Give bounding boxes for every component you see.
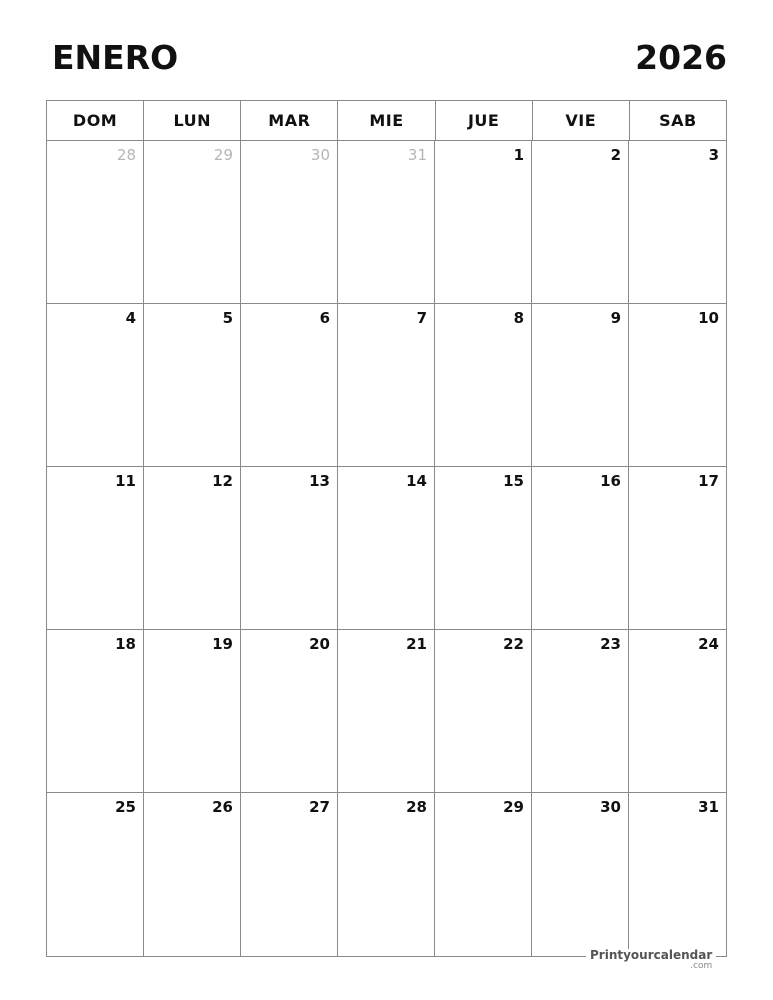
day-number: 12: [212, 472, 233, 490]
day-grid: [47, 141, 726, 956]
day-number: 16: [600, 472, 621, 490]
day-number: 1: [513, 146, 524, 164]
day-cell: [241, 630, 338, 793]
day-cell: [532, 467, 629, 630]
day-number: 4: [125, 309, 136, 327]
day-cell: [338, 304, 435, 467]
day-cell: [338, 467, 435, 630]
day-cell: [435, 630, 532, 793]
day-number-outside-month: 30: [310, 146, 330, 164]
day-cell: [629, 141, 726, 304]
day-cell: [144, 141, 241, 304]
day-cell: [629, 793, 726, 956]
day-cell: [435, 467, 532, 630]
day-number: 6: [319, 309, 330, 327]
day-number: 9: [610, 309, 621, 327]
weekday-header: VIE: [533, 101, 630, 140]
day-number: 13: [309, 472, 330, 490]
brand-watermark: [586, 949, 716, 971]
day-cell: [338, 630, 435, 793]
day-number: 10: [698, 309, 719, 327]
day-number: 8: [513, 309, 524, 327]
day-number: 24: [698, 635, 719, 653]
day-number: 27: [309, 798, 330, 816]
day-number: 15: [503, 472, 524, 490]
day-number: 5: [222, 309, 233, 327]
day-cell: [435, 304, 532, 467]
day-number: 11: [115, 472, 136, 490]
day-number: 30: [600, 798, 621, 816]
day-cell: [629, 304, 726, 467]
day-cell: [144, 793, 241, 956]
day-cell: [435, 793, 532, 956]
day-cell: [532, 304, 629, 467]
day-number: 28: [406, 798, 427, 816]
day-cell: [144, 467, 241, 630]
day-number: 14: [406, 472, 427, 490]
day-number: 25: [115, 798, 136, 816]
day-cell: [338, 793, 435, 956]
weekday-header: DOM: [47, 101, 144, 140]
weekday-header: MIE: [338, 101, 435, 140]
day-number: 18: [115, 635, 136, 653]
day-cell: [241, 141, 338, 304]
weekday-header: JUE: [436, 101, 533, 140]
day-cell: [532, 793, 629, 956]
year-title: 2026: [635, 38, 727, 77]
day-number-outside-month: 31: [407, 146, 427, 164]
day-number: 7: [416, 309, 427, 327]
day-number: 21: [406, 635, 427, 653]
day-number: 22: [503, 635, 524, 653]
day-cell: [144, 304, 241, 467]
calendar-grid: [46, 100, 727, 957]
day-cell: [47, 793, 144, 956]
day-cell: [532, 630, 629, 793]
day-number: 26: [212, 798, 233, 816]
month-title: ENERO: [52, 38, 179, 77]
brand-domain: .com: [690, 961, 713, 971]
day-cell: [435, 141, 532, 304]
day-number: 29: [503, 798, 524, 816]
day-number: 31: [698, 798, 719, 816]
day-cell: [47, 141, 144, 304]
day-cell: [47, 467, 144, 630]
day-number: 23: [600, 635, 621, 653]
day-number: 3: [708, 146, 719, 164]
day-number-outside-month: 29: [213, 146, 233, 164]
day-cell: [338, 141, 435, 304]
day-cell: [241, 467, 338, 630]
day-cell: [629, 630, 726, 793]
day-number: 20: [309, 635, 330, 653]
weekday-header: LUN: [144, 101, 241, 140]
day-cell: [241, 793, 338, 956]
weekday-header: SAB: [659, 111, 697, 130]
day-cell: [47, 630, 144, 793]
day-cell: [144, 630, 241, 793]
day-number-outside-month: 28: [116, 146, 136, 164]
day-cell: [629, 467, 726, 630]
day-number: 19: [212, 635, 233, 653]
day-number: 2: [610, 146, 621, 164]
day-cell: [532, 141, 629, 304]
day-cell: [47, 304, 144, 467]
day-number: 17: [698, 472, 719, 490]
weekday-header: MAR: [241, 101, 338, 140]
day-cell: [241, 304, 338, 467]
weekday-header-row: [47, 101, 726, 141]
brand-name: Printyourcalendar: [590, 948, 713, 962]
